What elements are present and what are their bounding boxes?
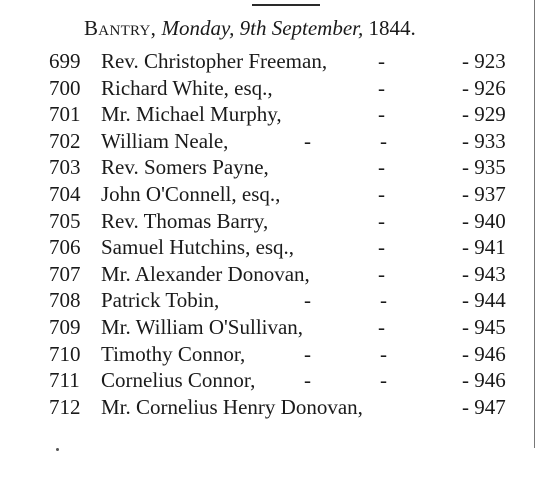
entry-name: Mr. William O'Sullivan, <box>101 314 304 339</box>
ink-speck <box>56 448 59 451</box>
entry-page: - 943 <box>462 261 506 286</box>
entry-number: 705 <box>49 208 81 233</box>
leader-dash: - <box>380 341 387 366</box>
leader-dash: - <box>378 208 385 233</box>
list-item <box>0 261 534 288</box>
entry-page: - 947 <box>462 394 506 419</box>
entry-number: 710 <box>49 341 81 366</box>
leader-dash: - <box>380 368 387 393</box>
leader-dash: - <box>378 75 385 100</box>
leader-dash: - <box>378 261 385 286</box>
list-item <box>0 367 534 394</box>
entry-name: Rev. Christopher Freeman, <box>101 49 328 73</box>
list-item <box>0 287 534 314</box>
list-item <box>0 314 534 341</box>
entry-name: Mr. Cornelius Henry Donovan, <box>101 394 363 419</box>
entry-page: - 944 <box>462 288 506 313</box>
entry-number: 707 <box>49 261 81 286</box>
leader-dash: - <box>378 102 385 127</box>
section-heading <box>84 15 416 41</box>
entry-number: 706 <box>49 235 81 260</box>
leader-dash: - <box>378 314 385 339</box>
heading-year: 1844. <box>368 16 416 40</box>
leader-dash: - <box>304 288 311 313</box>
heading-place: Bantry, <box>84 16 157 40</box>
entry-name: Mr. Michael Murphy, <box>101 102 282 127</box>
entry-name: Rev. Thomas Barry, <box>101 208 269 233</box>
entry-name: John O'Connell, esq., <box>101 181 281 206</box>
leader-dash: - <box>380 288 387 313</box>
entry-number: 708 <box>49 288 81 313</box>
entry-page: - 941 <box>462 235 506 260</box>
entry-number: 700 <box>49 75 81 100</box>
list-item <box>0 181 534 208</box>
entry-number: 701 <box>49 102 81 127</box>
entry-name: Samuel Hutchins, esq., <box>101 235 295 260</box>
list-item <box>0 101 534 128</box>
list-item <box>0 208 534 235</box>
entry-name: William Neale, <box>101 128 229 153</box>
list-item <box>0 154 534 181</box>
entry-name: Cornelius Connor, <box>101 368 256 393</box>
entry-number: 709 <box>49 314 81 339</box>
list-item <box>0 341 534 368</box>
page-edge-line <box>534 0 535 448</box>
leader-dash: - <box>378 235 385 260</box>
leader-dash: - <box>378 49 385 73</box>
entry-name: Timothy Connor, <box>101 341 246 366</box>
entry-page: - 940 <box>462 208 506 233</box>
entry-number: 702 <box>49 128 81 153</box>
entry-list <box>0 48 534 420</box>
entry-page: - 935 <box>462 155 506 180</box>
entry-name: Rev. Somers Payne, <box>101 155 269 180</box>
leader-dash: - <box>378 181 385 206</box>
entry-page: - 945 <box>462 314 506 339</box>
entry-number: 711 <box>49 368 80 393</box>
list-item <box>0 128 534 155</box>
entry-page: - 937 <box>462 181 506 206</box>
entry-page: - 929 <box>462 102 506 127</box>
entry-name: Richard White, esq., <box>101 75 273 100</box>
list-item <box>0 394 534 421</box>
heading-day: Monday, <box>161 16 235 40</box>
entry-number: 704 <box>49 181 81 206</box>
heading-date: 9th <box>239 16 267 40</box>
entry-page: - 923 <box>462 49 506 73</box>
leader-dash: - <box>304 128 311 153</box>
entry-page: - 933 <box>462 128 506 153</box>
top-rule <box>252 4 320 6</box>
list-item <box>0 48 534 75</box>
entry-number: 703 <box>49 155 81 180</box>
entry-name: Mr. Alexander Donovan, <box>101 261 310 286</box>
entry-page: - 946 <box>462 341 506 366</box>
entry-page: - 946 <box>462 368 506 393</box>
entry-page: - 926 <box>462 75 506 100</box>
list-item <box>0 234 534 261</box>
list-item <box>0 75 534 102</box>
leader-dash: - <box>378 155 385 180</box>
leader-dash: - <box>304 341 311 366</box>
heading-month: September, <box>271 16 364 40</box>
leader-dash: - <box>380 128 387 153</box>
entry-number: 712 <box>49 394 81 419</box>
entry-name: Patrick Tobin, <box>101 288 220 313</box>
leader-dash: - <box>304 368 311 393</box>
entry-number: 699 <box>49 49 81 73</box>
